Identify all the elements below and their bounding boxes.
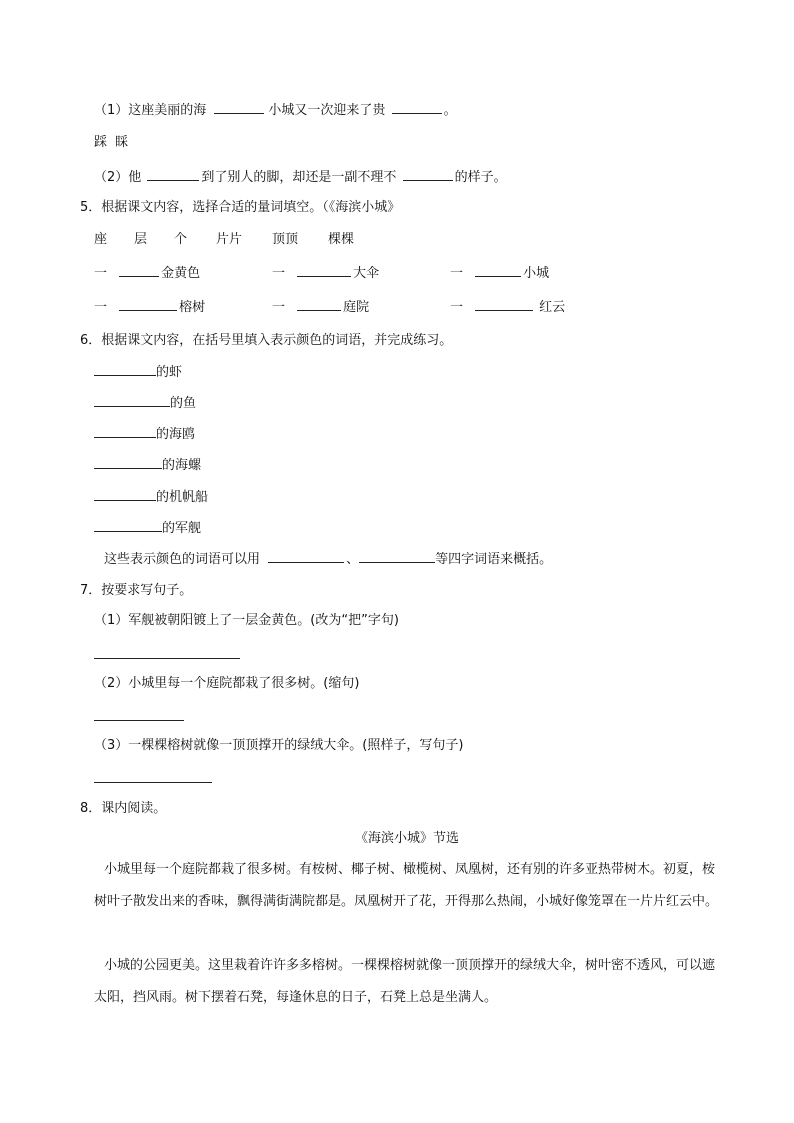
q5-yi: 一 — [272, 300, 286, 315]
answer-blank[interactable] — [214, 101, 264, 114]
q5-yi: 一 — [450, 300, 464, 315]
q5-yi: 一 — [272, 266, 286, 281]
q5-word: 棵棵 — [328, 232, 355, 247]
q6-item-label: 的海鸥 — [156, 427, 196, 442]
answer-blank[interactable] — [94, 363, 156, 376]
q4-s1-end: 。 — [443, 103, 457, 118]
q6-item-label: 的鱼 — [170, 396, 197, 411]
q6-item-label: 的海螺 — [162, 458, 202, 473]
q7-stem: 7．按要求写句子。 — [80, 583, 193, 598]
q6-summary-end: 等四字词语来概括。 — [435, 552, 553, 567]
answer-blank[interactable] — [94, 519, 162, 532]
q6-item — [94, 488, 208, 507]
answer-blank[interactable] — [297, 264, 351, 277]
q4-s2-end: 的样子。 — [454, 170, 507, 185]
passage-title: 《海滨小城》节选 — [354, 831, 459, 846]
q4-sentence-2 — [94, 168, 507, 187]
answer-blank[interactable] — [392, 101, 442, 114]
q5-item — [450, 298, 565, 317]
q6-item-label: 的机帆船 — [156, 490, 209, 505]
q4-s2-prefix: （2）他 — [94, 170, 142, 185]
q5-word: 顶顶 — [272, 232, 299, 247]
q6-item — [94, 363, 182, 382]
answer-blank[interactable] — [94, 488, 156, 501]
q5-yi: 一 — [94, 266, 108, 281]
q5-item-label: 小城 — [523, 266, 550, 281]
q5-item — [94, 264, 200, 283]
q7-sentence-1: （1）军舰被朝阳镀上了一层金黄色。(改为“把”字句) — [94, 613, 399, 628]
answer-line[interactable] — [94, 720, 184, 721]
q7-sentence-2: （2）小城里每一个庭院都栽了很多树。(缩句) — [94, 676, 360, 691]
q5-word: 片片 — [216, 232, 243, 247]
q5-item — [94, 298, 205, 317]
answer-line[interactable] — [94, 658, 240, 659]
passage-paragraph-1: 小城里每一个庭院都栽了很多树。有桉树、椰子树、橄榄树、凤凰树，还有别的许多亚热带树木。初夏，桉树叶子散发出来的香味，飘得满街满院都是。凤凰树开了花，开得那么热闹，小城好像笼罩在一片片红云中。 — [94, 862, 719, 909]
q5-item — [272, 264, 379, 283]
q4-choices: 踩 睬 — [94, 135, 131, 150]
q5-item-label: 庭院 — [343, 300, 370, 315]
q4-s2-mid: 到了别人的脚，却还是一副不理不 — [201, 170, 397, 185]
q4-s1-mid: 小城又一次迎来了贵 — [268, 103, 386, 118]
q5-item — [450, 264, 549, 283]
q5-word: 座 — [94, 232, 108, 247]
q6-item-label: 的军舰 — [162, 521, 202, 536]
q6-stem: 6．根据课文内容，在括号里填入表示颜色的词语，并完成练习。 — [80, 333, 453, 348]
answer-blank[interactable] — [147, 168, 199, 181]
q5-item-label: 榕树 — [179, 300, 206, 315]
answer-blank[interactable] — [94, 394, 170, 407]
q6-item — [94, 519, 201, 538]
q5-yi: 一 — [94, 300, 108, 315]
q5-yi: 一 — [450, 266, 464, 281]
answer-blank[interactable] — [403, 168, 453, 181]
answer-blank[interactable] — [119, 298, 177, 311]
answer-blank[interactable] — [119, 264, 159, 277]
q6-summary — [104, 550, 552, 569]
q5-word: 层 — [134, 232, 148, 247]
answer-line[interactable] — [94, 782, 212, 783]
q6-item — [94, 425, 195, 444]
q5-word-bank — [94, 231, 354, 249]
answer-blank[interactable] — [268, 550, 344, 563]
answer-blank[interactable] — [94, 456, 162, 469]
q5-item-label: 大伞 — [353, 266, 380, 281]
q6-summary-sep: 、 — [346, 552, 360, 567]
q5-stem: 5．根据课文内容，选择合适的量词填空。（《海滨小城》 — [80, 200, 401, 215]
passage-paragraph-2: 小城的公园更美。这里栽着许许多多榕树。一棵棵榕树就像一顶顶撑开的绿绒大伞，树叶密不透风，可以遮太阳，挡风雨。树下摆着石凳，每逢休息的日子，石凳上总是坐满人。 — [94, 958, 716, 1005]
q8-stem: 8．课内阅读。 — [80, 801, 167, 816]
q7-sentence-3: （3）一棵棵榕树就像一顶顶撑开的绿绒大伞。(照样子，写句子) — [94, 738, 464, 753]
q6-summary-prefix: 这些表示颜色的词语可以用 — [104, 552, 261, 567]
q5-word: 个 — [174, 232, 188, 247]
q5-item-label: 金黄色 — [161, 266, 201, 281]
q6-item — [94, 456, 201, 475]
answer-blank[interactable] — [297, 298, 341, 311]
q4-s1-prefix: （1）这座美丽的海 — [94, 103, 207, 118]
answer-blank[interactable] — [475, 264, 521, 277]
answer-blank[interactable] — [475, 298, 533, 311]
q5-item — [272, 298, 369, 317]
answer-blank[interactable] — [94, 425, 156, 438]
answer-blank[interactable] — [359, 550, 435, 563]
q4-sentence-1 — [94, 101, 457, 120]
q6-item — [94, 394, 196, 413]
q6-item-label: 的虾 — [156, 365, 183, 380]
q5-item-label: 红云 — [539, 300, 566, 315]
